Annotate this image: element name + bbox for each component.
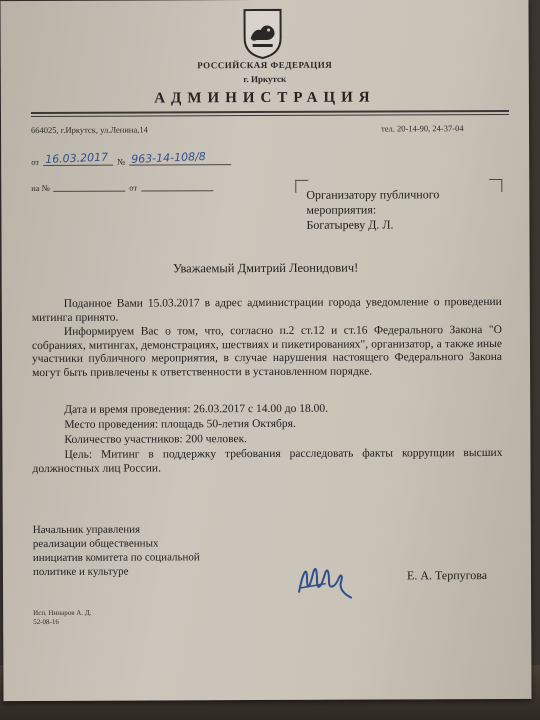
event-goal: Цель: Митинг в поддержку требования расследовать факты коррупции высших должностных лиц России. [32,446,503,475]
coat-of-arms-icon [243,8,283,60]
addressee-corner-right [489,179,502,192]
ref-date-underline [141,178,213,191]
addressee-name: Богатыреву Д. Л. [306,217,394,232]
city-name: г. Иркутск [243,73,287,85]
paragraph-law: Информируем Вас о том, что, согласно п.2 ст.12 и ст.16 Федерального Закона "О собраниях, митингах, демонстрациях, шествиях и пикетированиях", организатор, а также иные участники публичного мероприятия, в случае нарушения настоящего Федерального Закона могут быть привлечены к ответственности в установленном порядке. [31,323,503,379]
addressee-line: Организатору публичного [306,187,440,202]
organization-title: АДМИНИСТРАЦИЯ [154,89,376,107]
office-phones: тел. 20-14-90, 24-37-04 [381,123,464,134]
signatory-title [33,522,200,579]
ref-date-label: от [129,182,138,193]
office-address: 664025, г.Иркутск, ул.Ленина,14 [31,124,148,136]
signatory-name: Е. А. Терпугова [406,568,488,583]
ref-number-underline [53,179,125,192]
event-participants: Количество участников: 200 человек. [64,433,248,446]
event-datetime: Дата и время проведения: 26.03.2017 с 14.00 до 18.00. [64,402,329,416]
executor-phone: 52-08-16 [33,617,59,627]
paragraph-notice: Поданное Вами 15.03.2017 в адрес администрации города уведомление о проведении митинга принято. [31,295,502,324]
executor-name: Исп. Нинаров А. Д. [33,608,92,618]
salutation: Уважаемый Дмитрий Леонидович! [172,260,359,276]
event-place: Место проведения: площадь 50-летия Октября. [64,417,296,431]
signatory-title-line: Начальник управления [32,523,141,537]
header-rule-thin [31,114,509,117]
ref-number-label: на № [31,182,50,194]
signatory-title-line: реализации общественных [32,537,159,551]
number-handwritten: 963-14-108/8 [130,149,207,166]
addressee-line: мероприятия: [306,202,377,217]
country-name: РОССИЙСКАЯ ФЕДЕРАЦИЯ [197,59,333,71]
signatory-title-line: инициатив комитета по социальной [32,551,200,565]
handwritten-signature [295,560,355,602]
date-handwritten: 16.03.2017 [44,150,109,167]
number-label: № [117,156,126,167]
signatory-title-line: политике и культуре [32,565,129,579]
date-label: от [31,156,40,168]
addressee-block [306,187,439,233]
